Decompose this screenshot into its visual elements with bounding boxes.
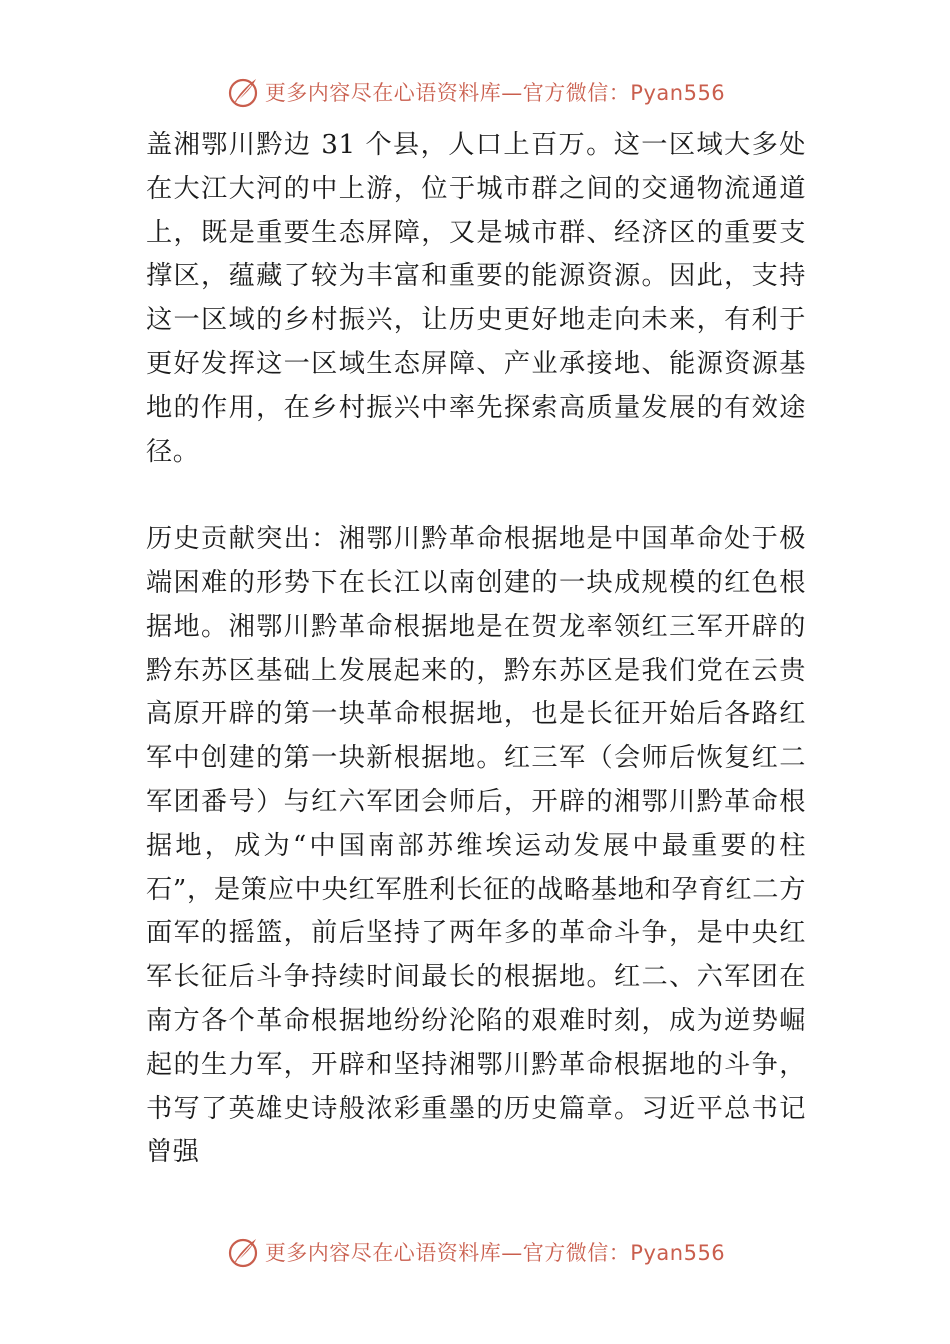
- feather-logo-icon: [225, 1234, 261, 1270]
- document-body: [146, 124, 806, 1175]
- feather-logo-icon: [225, 74, 261, 110]
- footer-banner-text: 更多内容尽在心语资料库—官方微信：Pyan556: [264, 1241, 726, 1265]
- header-banner: [0, 70, 950, 114]
- footer-banner: [0, 1230, 950, 1274]
- paragraph-historical-contribution: 历史贡献突出：湘鄂川黔革命根据地是中国革命处于极端困难的形势下在长江以南创建的一块成规模的红色根据地。湘鄂川黔革命根据地是在贺龙率领红三军开辟的黔东苏区基础上发展起来的，黔东苏区是我们党在云贵高原开辟的第一块革命根据地，也是长征开始后各路红军中创建的第一块新根据地。红三军（会师后恢复红二军团番号）与红六军团会师后，开辟的湘鄂川黔革命根据地，成为“中国南部苏维埃运动发展中最重要的柱石”，是策应中央红军胜利长征的战略基地和孕育红二方面军的摇篮，前后坚持了两年多的革命斗争，是中央红军长征后斗争持续时间最长的根据地。红二、六军团在南方各个革命根据地纷纷沦陷的艰难时刻，成为逆势崛起的生力军，开辟和坚持湘鄂川黔革命根据地的斗争，书写了英雄史诗般浓彩重墨的历史篇章。习近平总书记曾强: [146, 524, 806, 1168]
- paragraph-region-overview: 盖湘鄂川黔边 31 个县，人口上百万。这一区域大多处在大江大河的中上游，位于城市群之间的交通物流通道上，既是重要生态屏障，又是城市群、经济区的重要支撑区，蕴藏了较为丰富和重要的能源资源。因此，支持这一区域的乡村振兴，让历史更好地走向未来，有利于更好发挥这一区域生态屏障、产业承接地、能源资源基地的作用，在乡村振兴中率先探索高质量发展的有效途径。: [146, 130, 806, 467]
- header-banner-text: 更多内容尽在心语资料库—官方微信：Pyan556: [264, 81, 726, 105]
